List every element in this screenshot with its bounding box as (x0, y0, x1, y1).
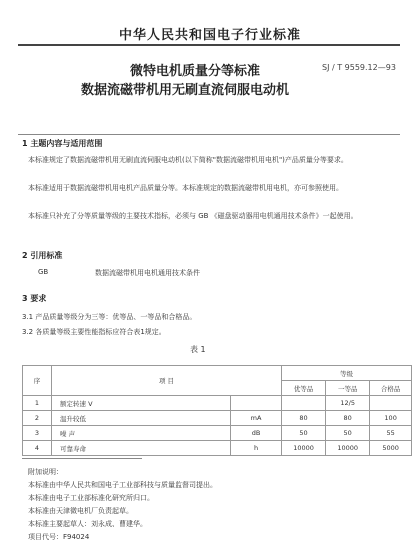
note-line: 本标准主要起草人：刘永成、曹建华。 (28, 520, 147, 528)
row-seq: 1 (23, 396, 52, 411)
row-first-class: 50 (326, 426, 370, 441)
row-seq: 4 (23, 441, 52, 456)
notes-heading: 附加说明： (28, 468, 63, 476)
header-item: 项 目 (52, 366, 282, 396)
note-line: 本标准由天津微电机厂负责起草。 (28, 507, 133, 515)
additional-notes (28, 466, 388, 544)
title-divider (18, 134, 400, 135)
row-seq: 2 (23, 411, 52, 426)
row-unit: h (231, 441, 282, 456)
section-1-paragraph-2: 本标准适用于数据流磁带机用电机产品质量分等。本标准规定的数据流磁带机用电机，亦可参照使用。 (28, 184, 343, 192)
clause-3-1: 3.1 产品质量等级分为三等：优等品、一等品和合格品。 (22, 313, 197, 321)
row-item: 可靠寿命 (52, 441, 231, 456)
doc-title-line1: 微特电机质量分等标准 (129, 64, 260, 79)
table-row (23, 441, 412, 456)
row-qualified: 100 (370, 411, 412, 426)
section-1-heading: 1 主题内容与适用范围 (22, 139, 103, 148)
header-first-class: 一等品 (326, 381, 370, 396)
header-level: 等级 (281, 366, 411, 381)
header-seq: 序 (23, 366, 52, 396)
section-1-paragraph-3: 本标准只补充了分等质量等级的主要技术指标，必须与 GB 《磁盘驱动器用电机通用技术条件》一起使用。 (28, 212, 358, 220)
row-seq: 3 (23, 426, 52, 441)
table-row (23, 411, 412, 426)
header-premium: 优等品 (281, 381, 325, 396)
row-first-class: 12/5 (326, 396, 370, 411)
reference-code: GB (38, 268, 49, 276)
reference-name: 数据流磁带机用电机通用技术条件 (95, 269, 200, 277)
section-3-heading: 3 要求 (22, 294, 47, 303)
row-premium: 10000 (281, 441, 325, 456)
section-1-paragraph-1: 本标准规定了数据流磁带机用无刷直流伺服电动机(以下简称"数据流磁带机用电机")产品质量分等要求。 (28, 156, 348, 164)
row-premium (281, 396, 325, 411)
note-line: 本标准由电子工业部标准化研究所归口。 (28, 494, 154, 502)
quality-grade-table (22, 365, 412, 456)
row-first-class: 80 (326, 411, 370, 426)
standard-header: 中华人民共和国电子行业标准 (118, 28, 301, 43)
table-row (23, 426, 412, 441)
standard-code: SJ / T 9559.12—93 (322, 63, 396, 72)
table-caption: 表 1 (190, 345, 206, 354)
doc-title-line2: 数据流磁带机用无刷直流伺服电动机 (80, 83, 289, 98)
row-item: 温升较低 (52, 411, 231, 426)
row-first-class: 10000 (326, 441, 370, 456)
row-qualified: 55 (370, 426, 412, 441)
row-item: 噪 声 (52, 426, 231, 441)
row-unit (231, 396, 282, 411)
notes-rule (22, 458, 142, 459)
row-qualified (370, 396, 412, 411)
row-unit: dB (231, 426, 282, 441)
row-qualified: 5000 (370, 441, 412, 456)
header-rule (18, 44, 400, 46)
table-header-row (23, 366, 412, 381)
note-line: 项目代号：F94024 (28, 533, 90, 541)
section-2-heading: 2 引用标准 (22, 251, 63, 260)
header-qualified: 合格品 (370, 381, 412, 396)
row-item: 额定转速 V (52, 396, 231, 411)
row-premium: 80 (281, 411, 325, 426)
row-unit: mA (231, 411, 282, 426)
row-premium: 50 (281, 426, 325, 441)
clause-3-2: 3.2 各质量等级主要性能指标应符合表1规定。 (22, 328, 166, 336)
table-row (23, 396, 412, 411)
note-line: 本标准由中华人民共和国电子工业部科技与质量监督司提出。 (28, 481, 217, 489)
